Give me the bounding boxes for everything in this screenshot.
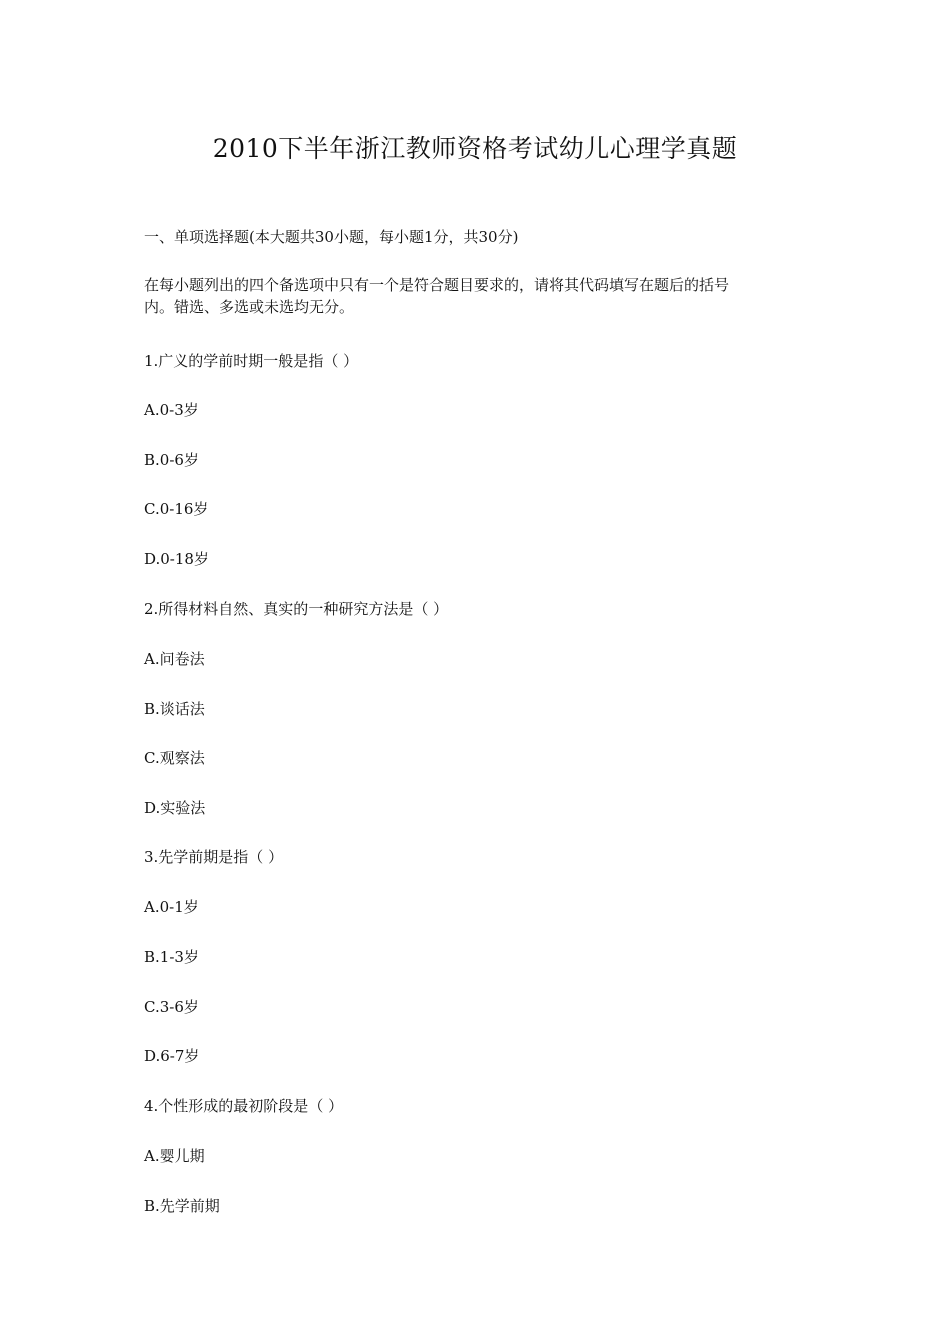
question-1-option-d: D.0-18岁 <box>144 550 209 568</box>
question-4-stem: 4.个性形成的最初阶段是（ ） <box>144 1097 344 1115</box>
question-1-option-a: A.0-3岁 <box>144 401 199 419</box>
question-2-option-c: C.观察法 <box>144 749 205 767</box>
question-2-option-a: A.问卷法 <box>144 650 205 668</box>
question-1-option-c: C.0-16岁 <box>144 500 209 518</box>
section-heading: 一、单项选择题(本大题共30小题，每小题1分，共30分) <box>144 228 519 246</box>
question-3-option-b: B.1-3岁 <box>144 948 199 966</box>
question-2-option-d: D.实验法 <box>144 799 206 817</box>
document-title: 2010下半年浙江教师资格考试幼儿心理学真题 <box>212 134 738 163</box>
question-4-option-b: B.先学前期 <box>144 1197 220 1215</box>
question-3-stem: 3.先学前期是指（ ） <box>144 848 284 866</box>
instructions-line-2: 内。错选、多选或未选均无分。 <box>144 298 355 316</box>
question-2-option-b: B.谈话法 <box>144 700 205 718</box>
instructions <box>144 274 808 318</box>
question-2-stem: 2.所得材料自然、真实的一种研究方法是（ ） <box>144 600 449 618</box>
question-3-option-d: D.6-7岁 <box>144 1047 200 1065</box>
question-3-option-a: A.0-1岁 <box>144 898 199 916</box>
question-4-option-a: A.婴儿期 <box>144 1147 205 1165</box>
question-1-option-b: B.0-6岁 <box>144 451 199 469</box>
question-3-option-c: C.3-6岁 <box>144 998 199 1016</box>
question-1-stem: 1.广义的学前时期一般是指（ ） <box>144 352 359 370</box>
instructions-line-1: 在每小题列出的四个备选项中只有一个是符合题目要求的，请将其代码填写在题后的括号 <box>144 276 730 294</box>
